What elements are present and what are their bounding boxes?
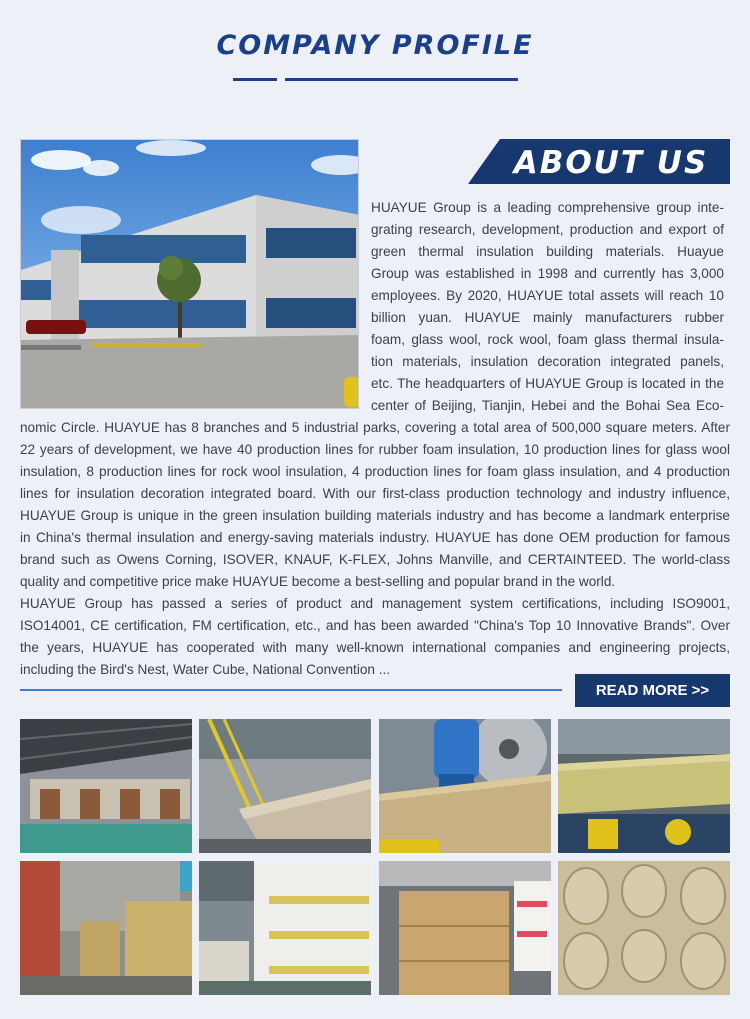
about-text-line: green thermal insulation building materials. Huayue — [371, 244, 724, 259]
read-more-button[interactable]: READ MORE >> — [575, 674, 730, 707]
about-text-line: ISO14001, CE certification, FM certification, etc., and has been awarded "China's Top 10 Innovative Brands". Over — [20, 618, 730, 633]
about-text-line: foam, glass wool, rock wool, foam glass thermal insula- — [371, 332, 724, 347]
about-text-line: in China's thermal insulation and energy-saving materials industry. HUAYUE has done OEM production for famous — [20, 530, 730, 545]
about-text-line: etc. The headquarters of HUAYUE Group is located in the — [371, 376, 724, 391]
about-text-line: grating research, development, production and export of — [371, 222, 724, 237]
gallery-image-warehouse[interactable] — [20, 861, 192, 995]
about-text-line: quality and competitive price make HUAYUE become a best-selling and popular brand in the world. — [20, 574, 616, 589]
about-text-line: nomic Circle. HUAYUE has 8 branches and 5 industrial parks, covering a total area of 500,000 square meters. After — [20, 420, 730, 435]
about-text-line: center of Beijing, Tianjin, Hebei and the Bohai Sea Eco- — [371, 398, 724, 413]
about-text-line: HUAYUE Group is unique in the green insulation building materials industry and has become a landmark enterprise — [20, 508, 730, 523]
gallery-image-boards-stack[interactable] — [199, 861, 371, 995]
about-text-line: lines for insulation decoration integrated board. With our first-class production technology and industry influence, — [20, 486, 730, 501]
about-text-line: including the Bird's Nest, Water Cube, National Convention ... — [20, 662, 391, 677]
about-text-line: HUAYUE Group has passed a series of product and management system certifications, including ISO9001, — [20, 596, 730, 611]
gallery-image-conveyor[interactable] — [558, 719, 730, 853]
title-divider-right — [285, 78, 518, 81]
headquarters-photo — [20, 139, 359, 409]
about-text-line: billion yuan. HUAYUE mainly manufacturers rubber — [371, 310, 724, 325]
title-divider-left — [233, 78, 277, 81]
gallery-image-rockwool-line[interactable] — [199, 719, 371, 853]
gallery-image-production-line[interactable] — [20, 719, 192, 853]
about-text-line: tion materials, insulation decoration integrated panels, — [371, 354, 724, 369]
about-text-line: 22 years of development, we have 40 production lines for rubber foam insulation, 10 production lines for glass wool — [20, 442, 730, 457]
gallery-image-packed-boards[interactable] — [379, 861, 551, 995]
about-us-heading: ABOUT US — [513, 145, 709, 181]
about-text-line: the years, HUAYUE has cooperated with many well-known international companies and engineering projects, — [20, 640, 730, 655]
gallery-image-wool-rolls[interactable] — [558, 861, 730, 995]
about-text-line: HUAYUE Group is a leading comprehensive group inte- — [371, 200, 724, 215]
about-text-line: Group was established in 1998 and currently has 3,000 — [371, 266, 724, 281]
gallery-image-cutting-saw[interactable] — [379, 719, 551, 853]
section-title: COMPANY PROFILE — [216, 30, 534, 61]
about-text-line: employees. By 2020, HUAYUE total assets will reach 10 — [371, 288, 724, 303]
about-text-line: insulation, 8 production lines for rock wool insulation, 4 production lines for foam glass insulation, and 4 production — [20, 464, 730, 479]
about-text-line: brand such as Owens Corning, ISOVER, KNAUF, K-FLEX, Johns Manville, and CERTAINTEED. The world-class — [20, 552, 730, 567]
read-more-divider — [20, 689, 562, 691]
